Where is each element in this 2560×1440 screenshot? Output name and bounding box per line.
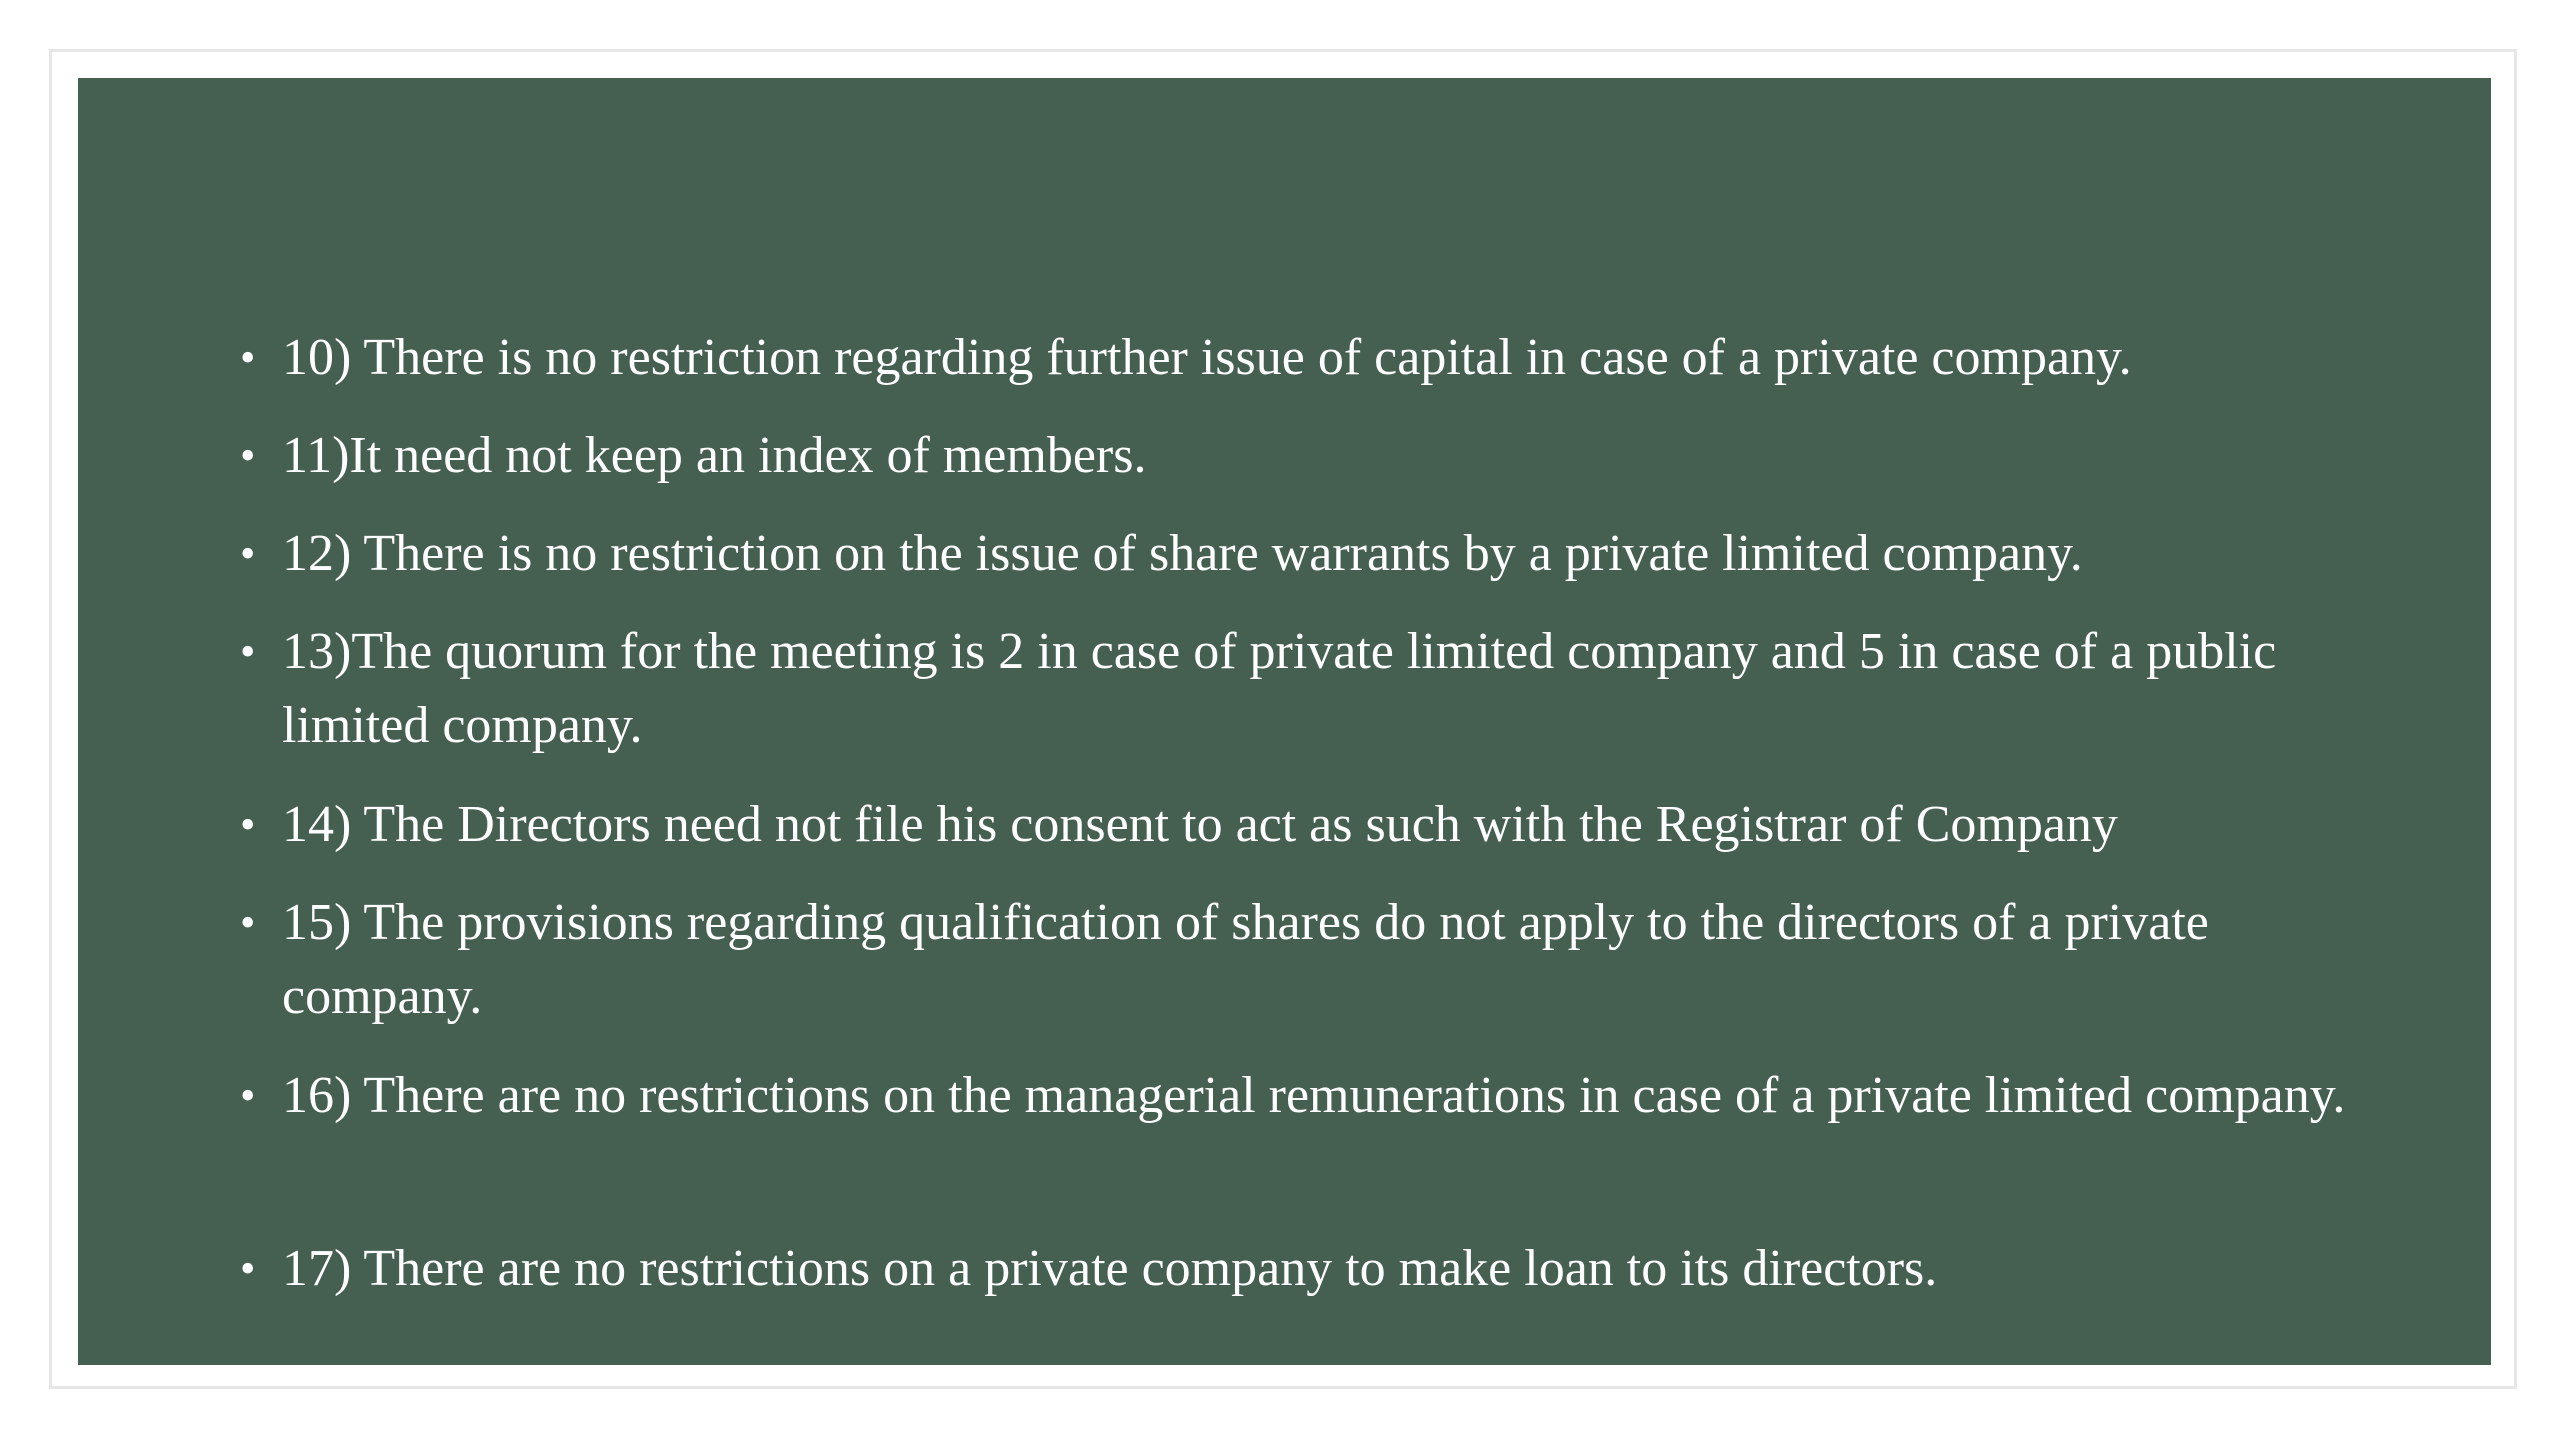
bullet-dot-icon: •	[240, 333, 256, 382]
bullet-item	[240, 1232, 2402, 1306]
bullet-text: 10) There is no restriction regarding further issue of capital in case of a private company.	[282, 329, 2132, 386]
bullet-dot-icon: •	[240, 800, 256, 849]
slide	[78, 78, 2491, 1365]
bullet-text: 13)The quorum for the meeting is 2 in case of private limited company and 5 in case of a public limited company.	[282, 623, 2277, 754]
bullet-item	[240, 517, 2402, 591]
bullet-dot-icon: •	[240, 898, 256, 947]
bullet-item	[240, 1059, 2362, 1133]
bullet-text: 14) The Directors need not file his consent to act as such with the Registrar of Company	[282, 796, 2118, 853]
bullet-dot-icon: •	[240, 1244, 256, 1293]
bullet-text: 11)It need not keep an index of members.	[282, 427, 1147, 484]
bullet-text: 12) There is no restriction on the issue of share warrants by a private limited company.	[282, 525, 2083, 582]
bullet-item	[240, 419, 2402, 493]
bullet-dot-icon: •	[240, 529, 256, 578]
bullet-item	[240, 321, 2402, 395]
bullet-dot-icon: •	[240, 1071, 256, 1120]
bullet-text: 17) There are no restrictions on a private company to make loan to its directors.	[282, 1240, 1938, 1297]
bullet-item	[240, 788, 2402, 862]
bullet-text: 15) The provisions regarding qualification of shares do not apply to the directors of a private company.	[282, 894, 2209, 1025]
bullet-text: 16) There are no restrictions on the managerial remunerations in case of a private limited company.	[282, 1067, 2346, 1124]
bullet-dot-icon: •	[240, 627, 256, 676]
bullet-item	[240, 615, 2362, 763]
bullet-dot-icon: •	[240, 431, 256, 480]
bullet-item	[240, 886, 2362, 1034]
